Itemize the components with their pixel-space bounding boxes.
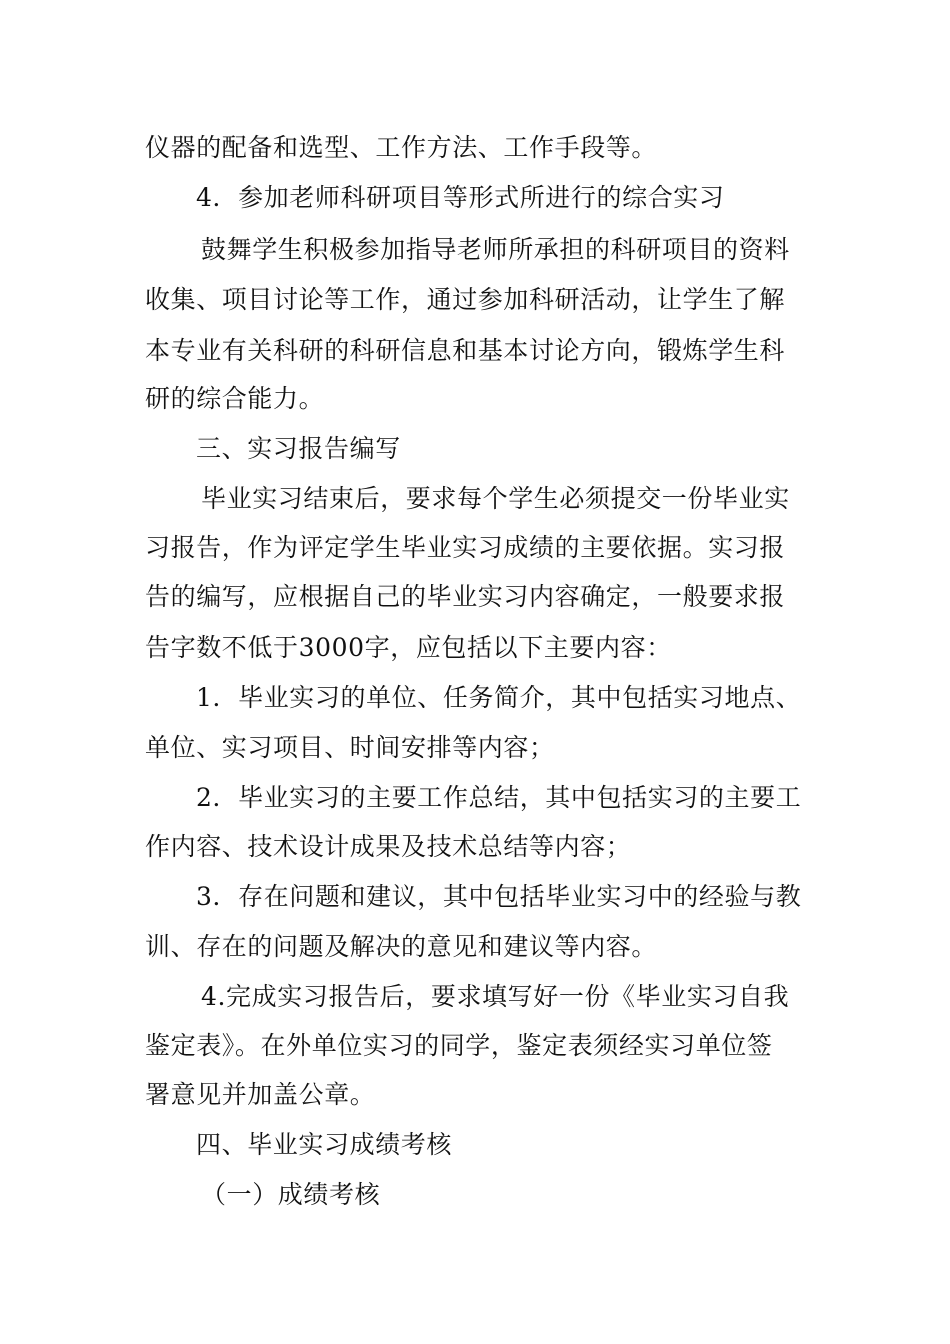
text-line: 署意见并加盖公章。	[145, 1080, 376, 1109]
text-line: 本专业有关科研的科研信息和基本讨论方向，锻炼学生科	[145, 336, 786, 365]
text-line: 训、存在的问题及解决的意见和建议等内容。	[145, 932, 658, 961]
text-line: 2．毕业实习的主要工作总结，其中包括实习的主要工	[196, 783, 802, 812]
text-line: 告的编写，应根据自己的毕业实习内容确定，一般要求报	[145, 582, 786, 611]
text-line: 告字数不低于3000字，应包括以下主要内容：	[145, 633, 672, 662]
text-line: 4．参加老师科研项目等形式所进行的综合实习	[196, 183, 725, 212]
subsection-heading: （一）成绩考核	[201, 1180, 381, 1209]
text-line: 鼓舞学生积极参加指导老师所承担的科研项目的资料	[201, 235, 790, 264]
text-line: 4.完成实习报告后，要求填写好一份《毕业实习自我	[201, 982, 790, 1011]
text-line: 研的综合能力。	[145, 384, 325, 413]
text-line: 1．毕业实习的单位、任务简介，其中包括实习地点、	[196, 683, 802, 712]
section-heading: 三、实习报告编写	[196, 434, 401, 463]
text-line: 收集、项目讨论等工作，通过参加科研活动，让学生了解	[145, 285, 786, 314]
text-line: 单位、实习项目、时间安排等内容；	[145, 733, 555, 762]
section-heading: 四、毕业实习成绩考核	[196, 1130, 453, 1159]
text-line: 3．存在问题和建议，其中包括毕业实习中的经验与教	[196, 882, 802, 911]
text-line: 作内容、技术设计成果及技术总结等内容；	[145, 832, 632, 861]
text-line: 习报告，作为评定学生毕业实习成绩的主要依据。实习报	[145, 533, 786, 562]
text-line: 仪器的配备和选型、工作方法、工作手段等。	[145, 133, 658, 162]
text-line: 毕业实习结束后，要求每个学生必须提交一份毕业实	[201, 484, 790, 513]
text-line: 鉴定表》。在外单位实习的同学，鉴定表须经实习单位签	[145, 1031, 773, 1060]
